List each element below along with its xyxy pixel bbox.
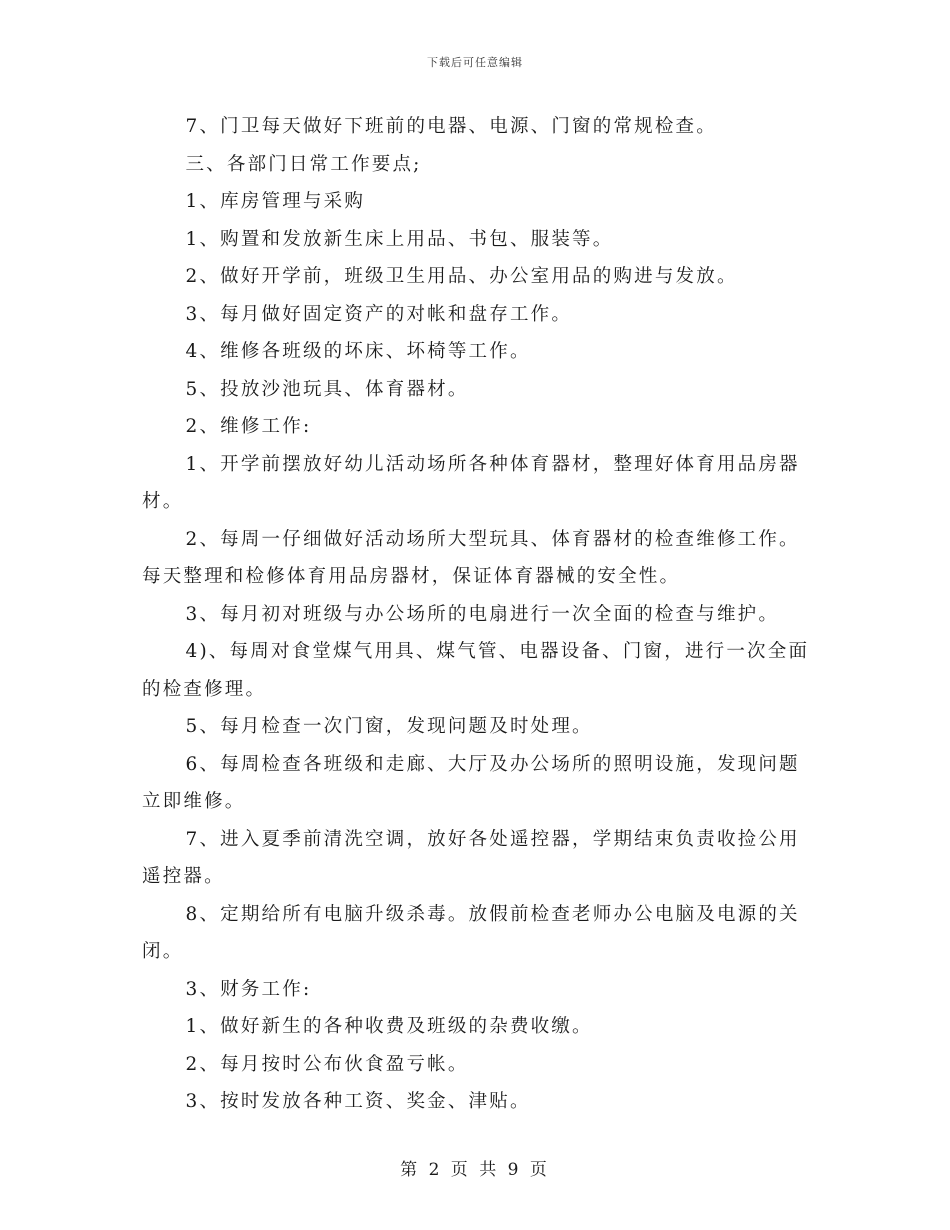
footer-prefix: 第 (400, 1160, 421, 1180)
document-body (142, 108, 820, 1121)
page-header-note: 下载后可任意编辑 (427, 56, 523, 69)
paragraph: 1、库房管理与采购 (185, 191, 366, 212)
paragraph: 2、每周一仔细做好活动场所大型玩具、体育器材的检查维修工作。每天整理和检修体育用品房器材，保证体育器械的安全性。 (142, 528, 800, 587)
paragraph: 3、按时发放各种工资、奖金、津贴。 (185, 1091, 531, 1112)
paragraph: 2、维修工作: (185, 416, 312, 437)
paragraph: 1、开学前摆放好幼儿活动场所各种体育器材，整理好体育用品房器材。 (142, 453, 800, 512)
paragraph: 2、每月按时公布伙食盈亏帐。 (185, 1053, 469, 1075)
paragraph: 5、投放沙池玩具、体育器材。 (185, 378, 469, 400)
page-footer (0, 1155, 950, 1180)
paragraph: 三、各部门日常工作要点; (185, 153, 422, 175)
footer-suffix: 页 (529, 1160, 550, 1180)
paragraph: 2、做好开学前，班级卫生用品、办公室用品的购进与发放。 (185, 266, 738, 287)
total-page-count: 9 (507, 1160, 522, 1180)
current-page-number: 2 (428, 1160, 443, 1180)
paragraph: 4、维修各班级的坏床、坏椅等工作。 (185, 341, 531, 362)
paragraph: 3、财务工作: (185, 978, 312, 1000)
paragraph: 3、每月初对班级与办公场所的电扇进行一次全面的检查与维护。 (185, 603, 780, 625)
paragraph: 1、做好新生的各种收费及班级的杂费收缴。 (185, 1016, 593, 1037)
paragraph: 4)、每周对食堂煤气用具、煤气管、电器设备、门窗，进行一次全面的检查修理。 (142, 641, 810, 700)
paragraph: 7、进入夏季前清洗空调，放好各处遥控器，学期结束负责收捡公用遥控器。 (142, 828, 800, 887)
paragraph: 5、每月检查一次门窗，发现问题及时处理。 (185, 716, 593, 737)
paragraph: 7、门卫每天做好下班前的电器、电源、门窗的常规检查。 (185, 116, 717, 137)
paragraph: 3、每月做好固定资产的对帐和盘存工作。 (185, 303, 573, 325)
paragraph: 8、定期给所有电脑升级杀毒。放假前检查老师办公电脑及电源的关闭。 (142, 903, 800, 962)
paragraph: 1、购置和发放新生床上用品、书包、服装等。 (185, 228, 614, 250)
footer-middle: 页 共 (450, 1160, 500, 1180)
paragraph: 6、每周检查各班级和走廊、大厅及办公场所的照明设施，发现问题立即维修。 (142, 753, 800, 812)
